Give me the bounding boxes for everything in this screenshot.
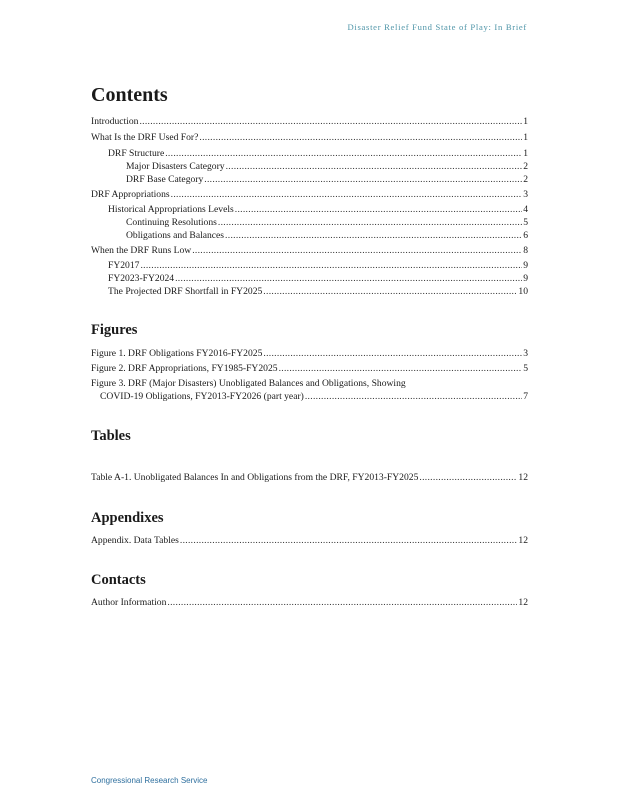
toc-page-number: 9 (523, 273, 528, 284)
toc-entry-text: Figure 2. DRF Appropriations, FY1985-FY2025 (91, 363, 278, 374)
toc-page-number: 9 (523, 260, 528, 271)
toc-entry-text: FY2023-FY2024 (108, 273, 175, 284)
contacts-heading: Contacts (91, 572, 146, 588)
toc-page-number: 2 (523, 174, 528, 185)
dot-leader (139, 115, 522, 128)
footer: Congressional Research Service (91, 776, 208, 785)
toc-entry-text: When the DRF Runs Low (91, 245, 192, 256)
toc-page-number: 6 (523, 230, 528, 241)
toc-page-number: 1 (523, 132, 528, 143)
toc-entry-drf-base-category[interactable] (126, 173, 528, 186)
toc-page-number: 3 (523, 348, 528, 359)
toc-page-number: 4 (523, 204, 528, 215)
toc-entry-text: Author Information (91, 597, 167, 608)
toc-page-number: 2 (523, 161, 528, 172)
dot-leader (305, 390, 522, 403)
toc-entry-obligations-and-balances[interactable] (126, 229, 528, 242)
toc-page-number: 5 (523, 363, 528, 374)
toc-entry-figure-3[interactable]: Figure 3. DRF (Major Disasters) Unobligated Balances and Obligations, Showing (91, 378, 406, 389)
toc-entry-text: Introduction (91, 116, 139, 127)
dot-leader (225, 229, 522, 242)
figures-heading: Figures (91, 322, 138, 338)
toc-entry-what-is-drf-used-for[interactable] (91, 131, 528, 144)
toc-entry-table-a1[interactable] (91, 471, 528, 484)
toc-page-number: 1 (523, 116, 528, 127)
toc-entry-text: Obligations and Balances (126, 230, 225, 241)
toc-entry-text: FY2017 (108, 260, 140, 271)
tables-heading: Tables (91, 428, 131, 444)
toc-page-number: 12 (518, 597, 528, 608)
toc-page-number: 12 (518, 535, 528, 546)
dot-leader (165, 147, 522, 160)
dot-leader (192, 244, 522, 257)
contents-heading: Contents (91, 84, 168, 106)
toc-entry-text: Continuing Resolutions (126, 217, 217, 228)
toc-entry-appendix-data-tables[interactable] (91, 534, 528, 547)
toc-entry-text: Major Disasters Category (126, 161, 225, 172)
dot-leader (279, 362, 523, 375)
toc-entry-when-drf-runs-low[interactable] (91, 244, 528, 257)
toc-entry-text: COVID-19 Obligations, FY2013-FY2026 (part year) (100, 391, 304, 402)
toc-page-number: 10 (518, 286, 528, 297)
toc-entry-text: Figure 1. DRF Obligations FY2016-FY2025 (91, 348, 263, 359)
toc-entry-figure-2[interactable] (91, 362, 528, 375)
dot-leader (199, 131, 522, 144)
toc-entry-major-disasters-category[interactable] (126, 160, 528, 173)
toc-entry-text: Table A-1. Unobligated Balances In and Obligations from the DRF, FY2013-FY2025 (91, 472, 419, 483)
toc-entry-drf-appropriations[interactable] (91, 188, 528, 201)
toc-entry-figure-3-continuation[interactable] (100, 390, 528, 403)
toc-entry-text: What Is the DRF Used For? (91, 132, 199, 143)
toc-entry-text: DRF Structure (108, 148, 165, 159)
dot-leader (218, 216, 522, 229)
dot-leader (235, 203, 522, 216)
toc-page-number: 5 (523, 217, 528, 228)
toc-entry-drf-structure[interactable] (108, 147, 528, 160)
dot-leader (263, 285, 517, 298)
toc-entry-text: Historical Appropriations Levels (108, 204, 234, 215)
dot-leader (263, 347, 522, 360)
dot-leader (167, 596, 517, 609)
toc-page-number: 8 (523, 245, 528, 256)
toc-page-number: 7 (523, 391, 528, 402)
toc-entry-text: DRF Appropriations (91, 189, 170, 200)
toc-entry-author-information[interactable] (91, 596, 528, 609)
toc-entry-introduction[interactable] (91, 115, 528, 128)
dot-leader (204, 173, 522, 186)
dot-leader (175, 272, 522, 285)
toc-entry-historical-appropriations-levels[interactable] (108, 203, 528, 216)
dot-leader (226, 160, 523, 173)
toc-entry-projected-drf-shortfall[interactable] (108, 285, 528, 298)
appendixes-heading: Appendixes (91, 510, 164, 526)
dot-leader (171, 188, 523, 201)
toc-entry-text: DRF Base Category (126, 174, 204, 185)
running-header: Disaster Relief Fund State of Play: In Brief (347, 22, 527, 32)
dot-leader (419, 471, 517, 484)
toc-entry-continuing-resolutions[interactable] (126, 216, 528, 229)
toc-page-number: 1 (523, 148, 528, 159)
toc-page-number: 3 (523, 189, 528, 200)
toc-entry-figure-1[interactable] (91, 347, 528, 360)
dot-leader (140, 259, 522, 272)
toc-entry-text: The Projected DRF Shortfall in FY2025 (108, 286, 263, 297)
toc-page-number: 12 (518, 472, 528, 483)
dot-leader (180, 534, 518, 547)
toc-entry-fy2023-fy2024[interactable] (108, 272, 528, 285)
toc-entry-fy2017[interactable] (108, 259, 528, 272)
toc-entry-text: Appendix. Data Tables (91, 535, 179, 546)
